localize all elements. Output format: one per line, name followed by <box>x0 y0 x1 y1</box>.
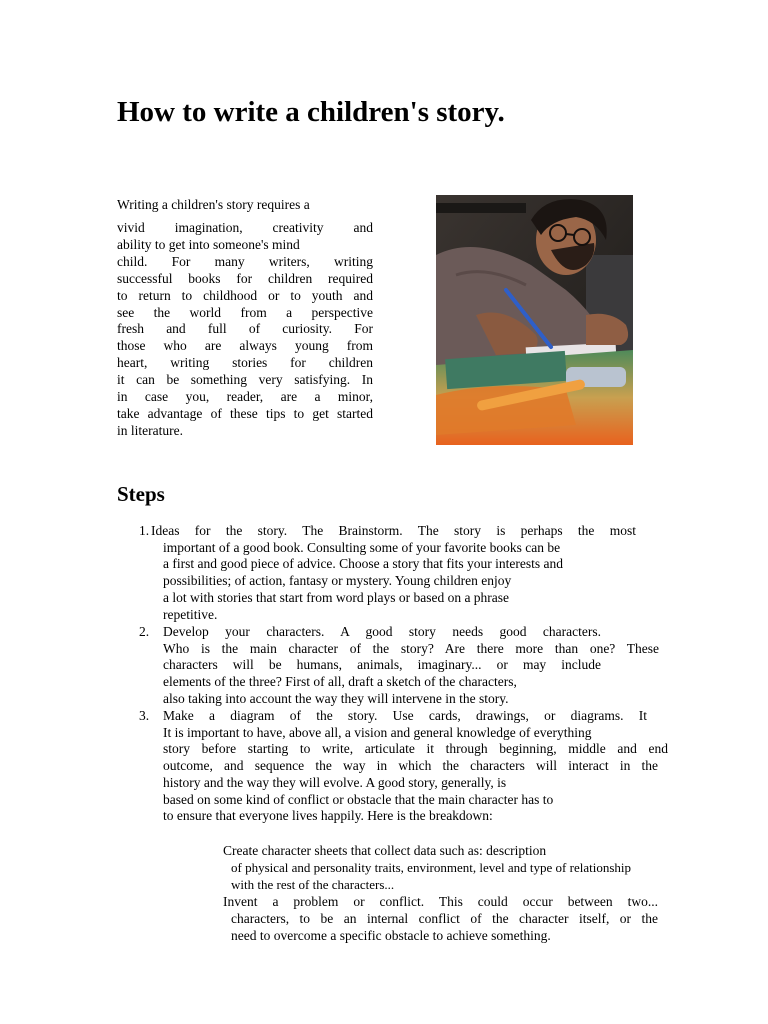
step-line: also taking into account the way they will intervene in the story. <box>163 690 509 706</box>
step-line: Make a diagram of the story. Use cards, drawings, or diagrams. It <box>163 708 647 723</box>
step-item <box>139 708 668 825</box>
bullet-item <box>223 894 658 945</box>
steps-heading: Steps <box>117 482 165 506</box>
step-line: story before starting to write, articulate it through beginning, middle and end <box>163 741 668 757</box>
step-line: important of a good book. Consulting some of your favorite books can be <box>163 539 561 555</box>
step-line: Develop your characters. A good story needs good characters. <box>163 624 601 639</box>
intro-line: fresh and full of curiosity. For <box>117 321 373 337</box>
bullet-line: Invent a problem or conflict. This could occur between two... <box>223 894 658 909</box>
step-item <box>139 624 659 708</box>
intro-line: to return to childhood or to youth and <box>117 287 373 303</box>
intro-line: those who are always young from <box>117 338 373 354</box>
intro-line: successful books for children required <box>117 270 373 286</box>
intro-line: child. For many writers, writing <box>117 253 373 269</box>
bullet-line: Create character sheets that collect data such as: description <box>223 843 547 858</box>
bullet-line: need to overcome a specific obstacle to achieve something. <box>231 927 551 943</box>
step-line: outcome, and sequence the way in which the characters will interact in the <box>163 758 658 774</box>
step-number: 3. <box>139 708 150 723</box>
step-line: based on some kind of conflict or obstacle that the main character has to <box>163 791 554 807</box>
step-line: Ideas for the story. The Brainstorm. The story is perhaps the most <box>151 523 636 538</box>
intro-line: ability to get into someone's mind <box>117 236 300 252</box>
writer-photo <box>436 195 633 445</box>
intro-line: in literature. <box>117 422 183 438</box>
intro-line: heart, writing stories for children <box>117 355 373 371</box>
step-line: possibilities; of action, fantasy or mystery. Young children enjoy <box>163 573 512 589</box>
step-line: history and the way they will evolve. A good story, generally, is <box>163 774 507 790</box>
intro-line: in case you, reader, are a minor, <box>117 389 373 405</box>
bullet-line: characters, to be an internal conflict of the character itself, or the <box>231 910 658 926</box>
step-line: elements of the three? First of all, draft a sketch of the characters, <box>163 674 517 690</box>
intro-line: it can be something very satisfying. In <box>117 372 373 388</box>
bullet-line: with the rest of the characters... <box>231 876 395 892</box>
step-line: a lot with stories that start from word plays or based on a phrase <box>163 589 510 605</box>
step-item <box>139 523 636 623</box>
intro-line: take advantage of these tips to get started <box>117 405 373 421</box>
step-line: to ensure that everyone lives happily. Here is the breakdown: <box>163 808 493 824</box>
step-line: a first and good piece of advice. Choose a story that fits your interests and <box>163 556 564 572</box>
step-line: Who is the main character of the story? Are there more than one? These <box>163 640 659 656</box>
page-title: How to write a children's story. <box>117 96 505 128</box>
intro-line: vivid imagination, creativity and <box>117 220 373 235</box>
step-number: 2. <box>139 624 150 639</box>
step-number: 1. <box>139 523 150 538</box>
bullet-line: of physical and personality traits, environment, level and type of relationship <box>231 859 632 875</box>
step-line: It is important to have, above all, a vision and general knowledge of everything <box>163 724 592 740</box>
intro-first-line: Writing a children's story requires a <box>117 197 310 212</box>
step-line: repetitive. <box>163 606 218 622</box>
bullet-item <box>223 843 667 894</box>
intro-paragraph <box>117 220 373 440</box>
intro-line: see the world from a perspective <box>117 304 373 320</box>
step-line: characters will be humans, animals, imaginary... or may include <box>163 657 601 673</box>
